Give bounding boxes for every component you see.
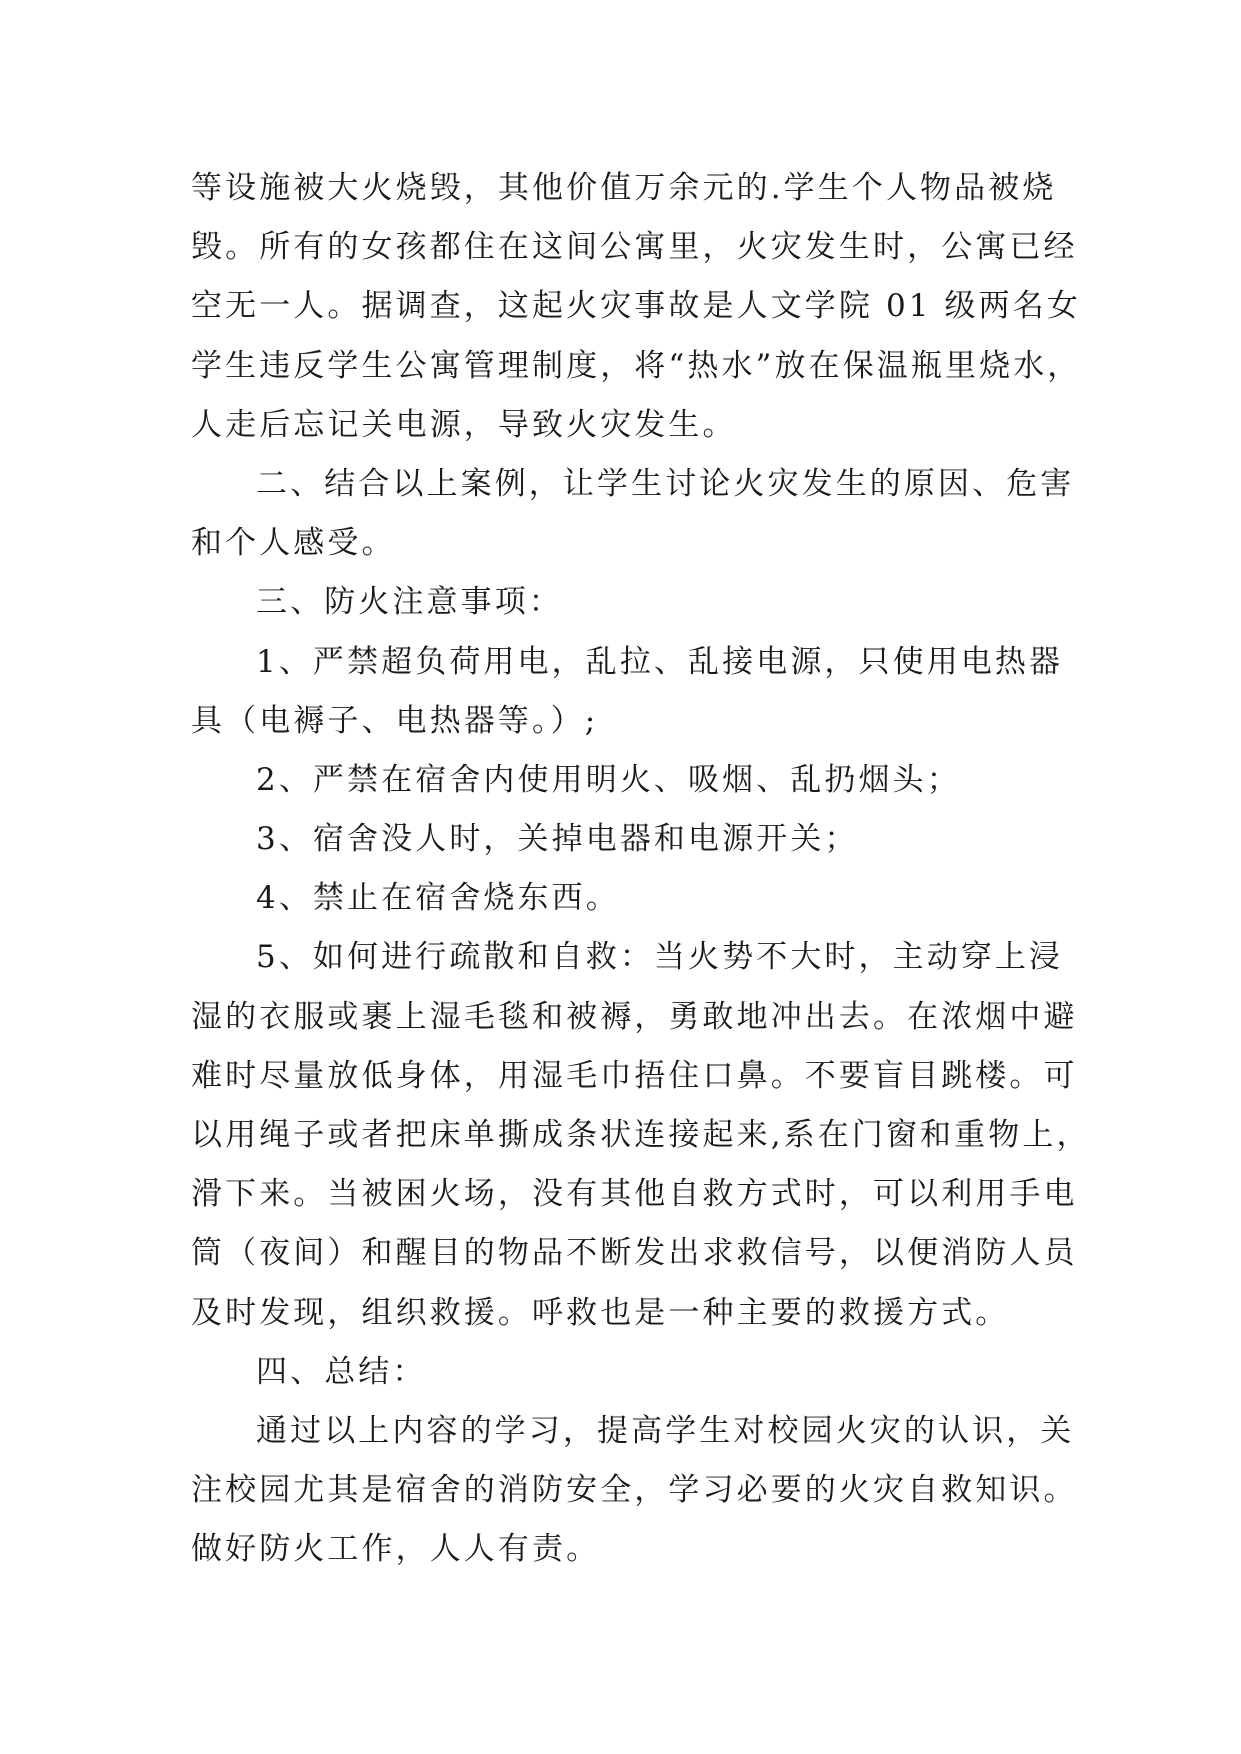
list-item: 1、严禁超负荷用电，乱拉、乱接电源，只使用电热器: [256, 643, 1064, 680]
text-line: 二、结合以上案例，让学生讨论火灾发生的原因、危害: [256, 465, 1075, 502]
text-line: 做好防火工作，人人有责。: [191, 1531, 601, 1568]
section-heading: 三、防火注意事项：: [256, 584, 563, 621]
text-line: 滑下来。当被困火场，没有其他自救方式时，可以利用手电: [191, 1176, 1078, 1213]
text-line: 人走后忘记关电源，导致火灾发生。: [191, 406, 737, 443]
text-line: 注校园尤其是宿舍的消防安全，学习必要的火灾自救知识。: [191, 1472, 1078, 1509]
text-line: 学生违反学生公寓管理制度，将“热水”放在保温瓶里烧水，: [191, 347, 1082, 384]
text-line: 通过以上内容的学习，提高学生对校园火灾的认识，关: [256, 1412, 1075, 1449]
text-line: 以用绳子或者把床单撕成条状连接起来,系在门窗和重物上，: [191, 1117, 1091, 1153]
list-item: 5、如何进行疏散和自救：当火势不大时，主动穿上浸: [256, 939, 1064, 976]
text-line: 筒（夜间）和醒目的物品不断发出求救信号，以便消防人员: [191, 1235, 1078, 1272]
document-body: [191, 159, 1091, 1580]
text-line: 和个人感受。: [191, 525, 396, 562]
list-item: 4、禁止在宿舍烧东西。: [256, 880, 620, 917]
section-heading: 四、总结：: [256, 1353, 427, 1390]
text-line: 具（电褥子、电热器等。）;: [191, 702, 599, 739]
text-line: 等设施被大火烧毁，其他价值万余元的.学生个人物品被烧: [191, 170, 1057, 206]
list-item: 2、严禁在宿舍内使用明火、吸烟、乱扔烟头；: [256, 761, 961, 798]
list-item: 3、宿舍没人时，关掉电器和电源开关；: [256, 821, 859, 858]
text-line: 毁。所有的女孩都住在这间公寓里，火灾发生时，公寓已经: [191, 229, 1078, 266]
text-line: 及时发现，组织救援。呼救也是一种主要的救援方式。: [191, 1294, 1010, 1331]
text-line: 难时尽量放低身体，用湿毛巾捂住口鼻。不要盲目跳楼。可: [191, 1057, 1078, 1094]
text-line: 湿的衣服或裹上湿毛毯和被褥，勇敢地冲出去。在浓烟中避: [191, 998, 1078, 1035]
text-line: 空无一人。据调查，这起火灾事故是人文学院 01 级两名女: [191, 288, 1081, 325]
